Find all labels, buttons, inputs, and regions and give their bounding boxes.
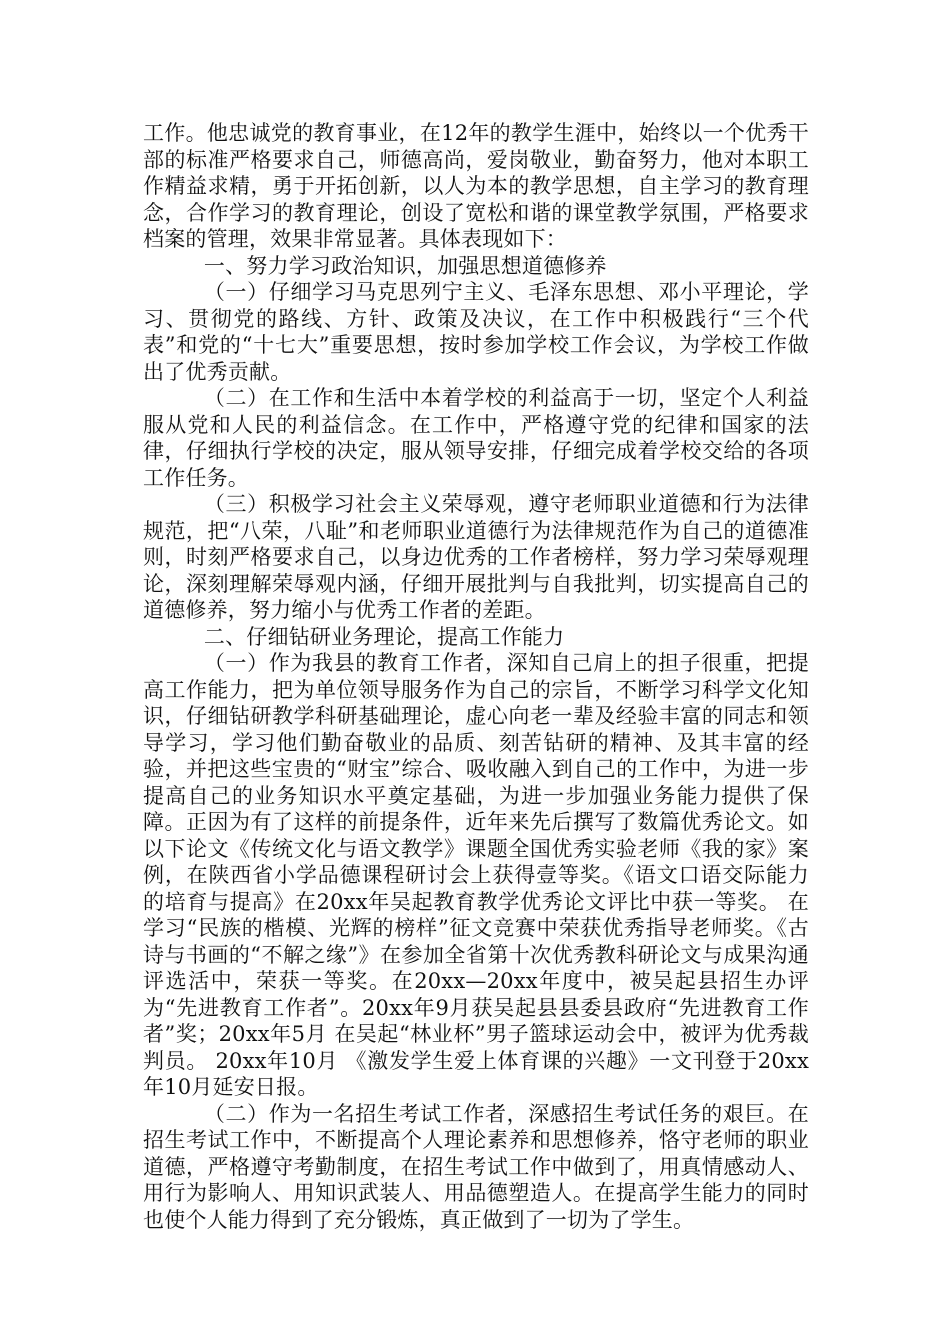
paragraph-intro: 工作。他忠诚党的教育事业，在12年的教学生涯中，始终以一个优秀干部的标准严格要求自己，师德高尚，爱岗敬业，勤奋努力，他对本职工作精益求精，勇于开拓创新，以人为本的教学思想，自主学习的教育理念，合作学习的教育理论，创设了宽松和谐的课堂教学氛围，严格要求档案的管理，效果非常显著。具体表现如下： (143, 121, 809, 251)
paragraph-1-3: （三）积极学习社会主义荣辱观，遵守老师职业道德和行为法律规范，把“八荣，八耻”和老师职业道德行为法律规范作为自己的道德准则，时刻严格要求自己，以身边优秀的工作者榜样，努力学习荣辱观理论，深刻理解荣辱观内涵，仔细开展批判与自我批判，切实提高自己的道德修养，努力缩小与优秀工作者的差距。 (143, 492, 809, 622)
paragraph-2-2: （二）作为一名招生考试工作者，深感招生考试任务的艰巨。在招生考试工作中，不断提高个人理论素养和思想修养，恪守老师的职业道德，严格遵守考勤制度，在招生考试工作中做到了，用真情感动人、用行为影响人、用知识武装人、用品德塑造人。在提高学生能力的同时也使个人能力得到了充分锻炼，真正做到了一切为了学生。 (143, 1101, 809, 1232)
paragraph-1-2: （二）在工作和生活中本着学校的利益高于一切，坚定个人利益服从党和人民的利益信念。在工作中，严格遵守党的纪律和国家的法律，仔细执行学校的决定，服从领导安排，仔细完成着学校交给的各项工作任务。 (143, 386, 809, 490)
document-body (143, 120, 809, 1233)
section-heading-2: 二、仔细钻研业务理论，提高工作能力 (203, 624, 565, 649)
paragraph-2-1: （一）作为我县的教育工作者，深知自己肩上的担子很重，把提高工作能力，把为单位领导服务作为自己的宗旨，不断学习科学文化知识，仔细钻研教学科研基础理论，虚心向老一辈及经验丰富的同志和领导学习，学习他们勤奋敬业的品质、刻苦钻研的精神、及其丰富的经验，并把这些宝贵的“财宝”综合、吸收融入到自己的工作中，为进一步提高自己的业务知识水平奠定基础，为进一步加强业务能力提供了保障。正因为有了这样的前提条件，近年来先后撰写了数篇优秀论文。如以下论文《传统文化与语文教学》课题全国优秀实验老师《我的家》案例，在陕西省小学品德课程研讨会上获得壹等奖。《语文口语交际能力的培育与提高》在20xx年吴起教育教学优秀论文评比中获一等奖。 在学习“民族的楷模、光辉的榜样”征文竞赛中荣获优秀指导老师奖。《古诗与书画的“不解之缘”》在参加全省第十次优秀教科研论文与成果沟通评选活中，荣获一等奖。在20xx—20xx年度中，被吴起县招生办评为“先进教育工作者”。20xx年9月获吴起县县委县政府“先进教育工作者”奖；20xx年5月 在吴起“林业杯”男子篮球运动会中，被评为优秀裁判员。 20xx年10月 《激发学生爱上体育课的兴趣》一文刊登于20xx年10月延安日报。 (143, 651, 809, 1099)
section-heading-1: 一、努力学习政治知识，加强思想道德修养 (203, 253, 607, 278)
paragraph-1-1: （一）仔细学习马克思列宁主义、毛泽东思想、邓小平理论，学习、贯彻党的路线、方针、政策及决议，在工作中积极践行“三个代表”和党的“十七大”重要思想，按时参加学校工作会议，为学校工作做出了优秀贡献。 (143, 280, 809, 384)
